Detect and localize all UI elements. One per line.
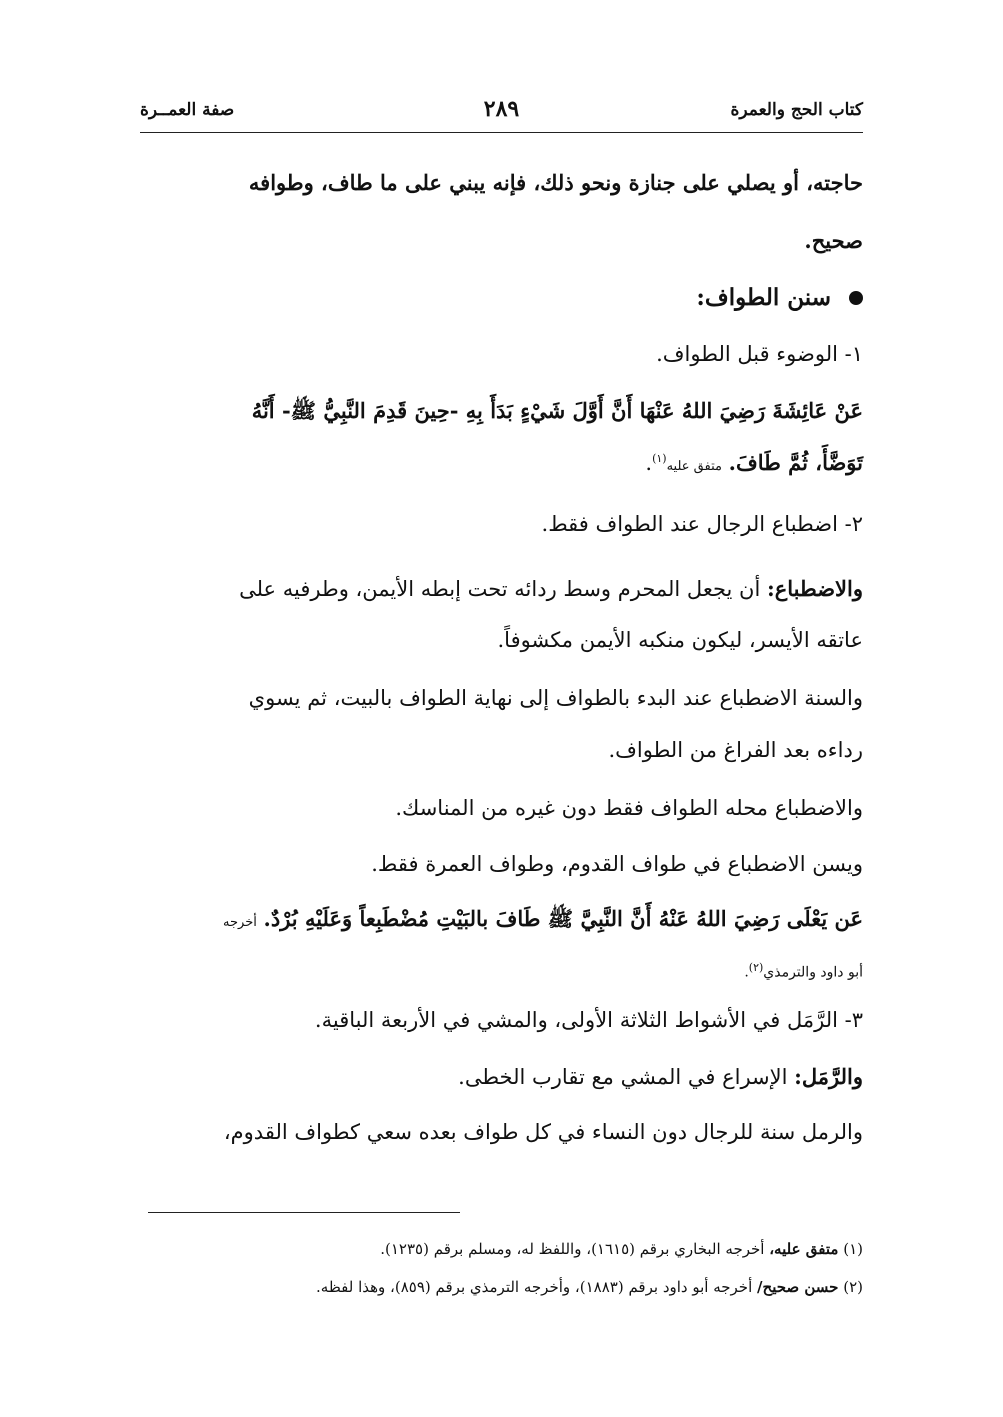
paragraph-line: ويسن الاضطباع في طواف القدوم، وطواف العمرة فقط. bbox=[371, 852, 863, 876]
definition-line bbox=[140, 1066, 863, 1088]
hadith-line: عَنْ عَائِشَةَ رَضِيَ اللهُ عَنْهَا أَنَّ أَوَّلَ شَيْءٍ بَدَأَ بِهِ -حِينَ قَدِمَ النَّبِيُّ ﷺ- أَنَّهُ bbox=[251, 398, 863, 423]
hadith-line: أبو داود والترمذي$^{(٢)}$. bbox=[744, 961, 863, 981]
definition-line bbox=[140, 578, 863, 600]
definition-term: والاضطباع: bbox=[766, 576, 863, 601]
paragraph-line: والسنة الاضطباع عند البدء بالطواف إلى نهاية الطواف بالبيت، ثم يسوي bbox=[248, 686, 863, 710]
footnote-text: أخرجه أبو داود برقم (١٨٨٣)، وأخرجه الترمذي برقم (٨٥٩)، وهذا لفظه. bbox=[316, 1278, 758, 1296]
paragraph-line: رداءه بعد الفراغ من الطواف. bbox=[608, 738, 863, 762]
hadith-source: متفق عليه bbox=[666, 459, 722, 474]
footnote-ref: (١) bbox=[652, 452, 667, 465]
footnote-bold: حسن صحيح/ bbox=[757, 1278, 839, 1296]
list-item: ٢- اضطباع الرجال عند الطواف فقط. bbox=[541, 512, 863, 536]
paragraph-line: حاجته، أو يصلي على جنازة ونحو ذلك، فإنه يبني على ما طاف، وطوافه bbox=[248, 170, 863, 195]
definition-text: الإسراع في المشي مع تقارب الخطى. bbox=[458, 1065, 795, 1089]
list-item: ٣- الرَّمَل في الأشواط الثلاثة الأولى، والمشي في الأربعة الباقية. bbox=[314, 1008, 863, 1032]
footnote-label: (١) bbox=[843, 1240, 863, 1258]
hadith-line bbox=[140, 908, 863, 930]
paragraph-line: صحيح. bbox=[804, 228, 863, 253]
bullet-icon bbox=[849, 291, 863, 305]
paragraph-line: والرمل سنة للرجال دون النساء في كل طواف بعده سعي كطواف القدوم، bbox=[223, 1120, 863, 1144]
paragraph-line: عاتقه الأيسر، ليكون منكبه الأيمن مكشوفاً. bbox=[497, 628, 863, 652]
paragraph-line: والاضطباع محله الطواف فقط دون غيره من المناسك. bbox=[395, 796, 863, 820]
footnote-ref: (٢) bbox=[748, 961, 764, 974]
hadith-text: عَن يَعْلَى رَضِيَ اللهُ عَنْهُ أَنَّ النَّبِيَّ ﷺ طَافَ بالبَيْتِ مُضْطَبِعاً وَعَلَيْهِ بُرْدٌ. bbox=[263, 906, 863, 931]
footnote bbox=[140, 1278, 863, 1296]
section-heading-text: سنن الطواف: bbox=[696, 284, 831, 311]
chapter-title: صفة العمــرة bbox=[140, 100, 235, 120]
section-heading bbox=[140, 286, 863, 309]
definition-term: والرَّمَل: bbox=[794, 1064, 863, 1089]
footnote-bold: متفق عليه، bbox=[769, 1240, 839, 1258]
running-header bbox=[140, 98, 863, 133]
book-title: كتاب الحج والعمرة bbox=[730, 100, 863, 120]
hadith-line: تَوَضَّأَ، ثُمَّ طَافَ. متفق عليه$^{(١)}$. bbox=[645, 450, 863, 475]
footnote bbox=[140, 1240, 863, 1258]
hadith-source: أخرجه bbox=[223, 915, 257, 930]
footnote-label: (٢) bbox=[843, 1278, 863, 1296]
footnote-separator bbox=[148, 1212, 460, 1213]
definition-text: أن يجعل المحرم وسط ردائه تحت إبطه الأيمن، وطرفيه على bbox=[239, 577, 767, 601]
footnote-text: أخرجه البخاري برقم (١٦١٥)، واللفظ له، ومسلم برقم (١٢٣٥). bbox=[380, 1240, 770, 1258]
list-item: ١- الوضوء قبل الطواف. bbox=[656, 342, 863, 366]
hadith-source: أبو داود والترمذي bbox=[763, 964, 863, 981]
page-number: ٢٨٩ bbox=[483, 96, 520, 122]
hadith-text: تَوَضَّأَ، ثُمَّ طَافَ. bbox=[728, 450, 863, 475]
